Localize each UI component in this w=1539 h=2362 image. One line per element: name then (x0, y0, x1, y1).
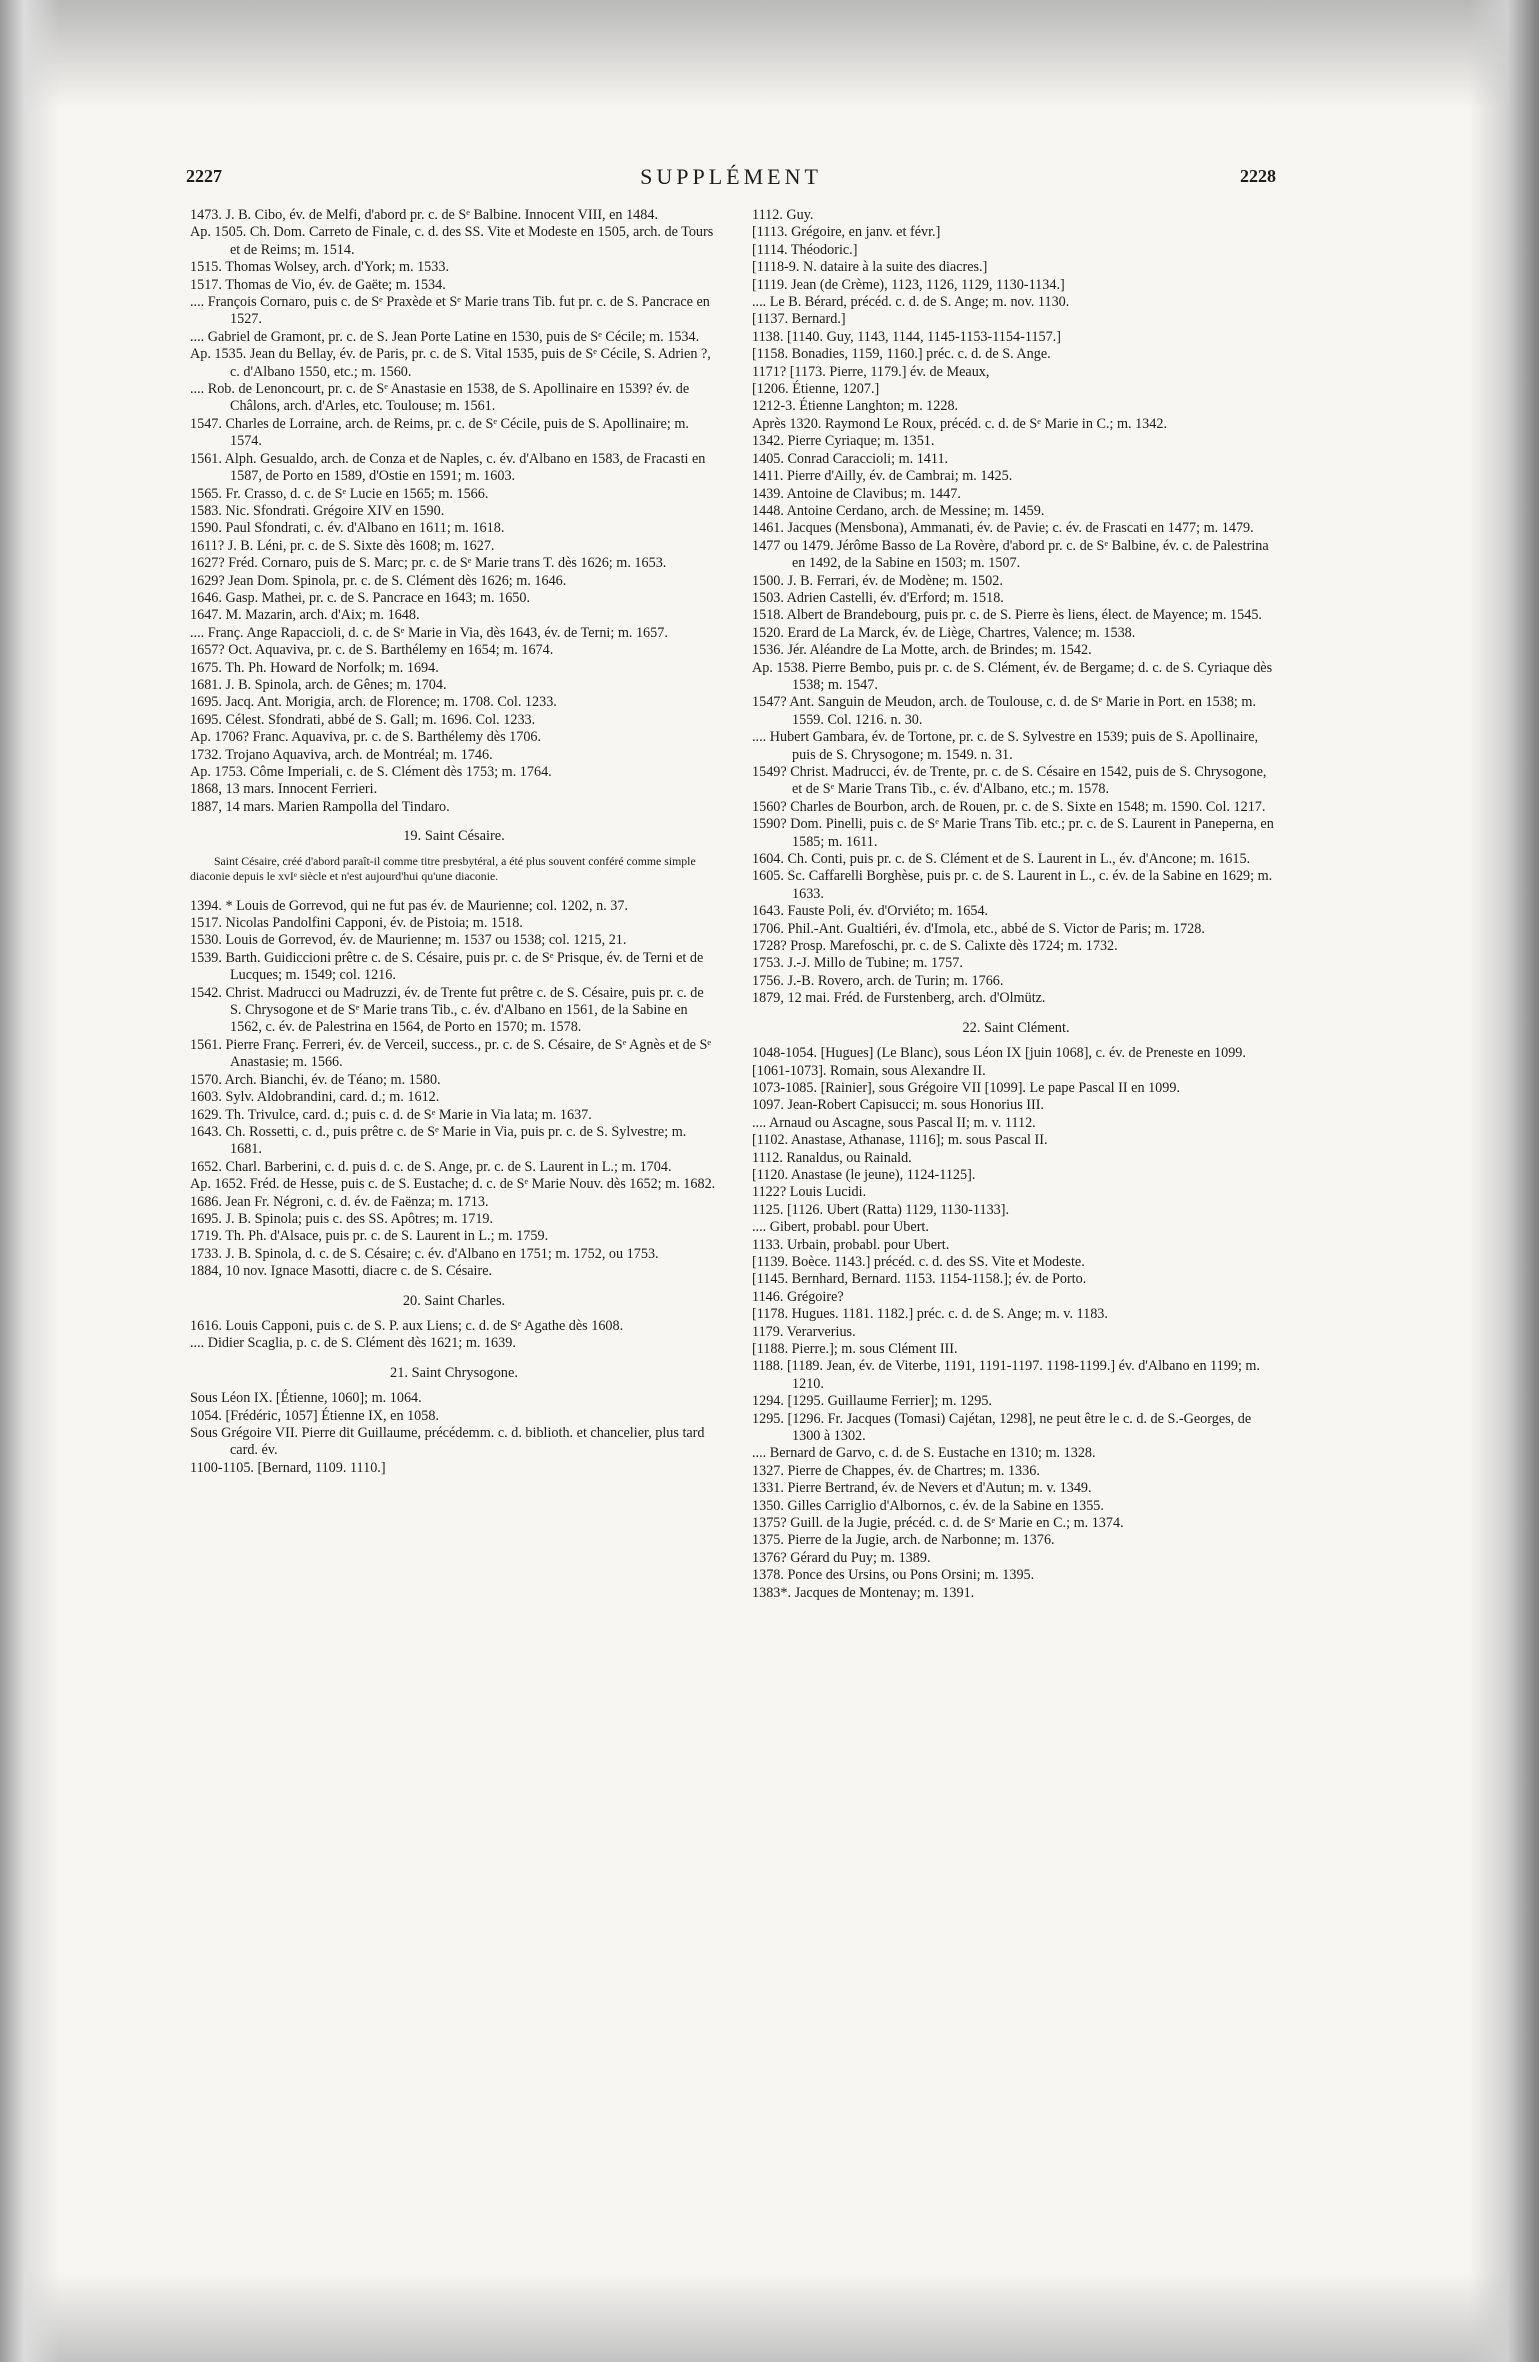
list-entry: 1681. J. B. Spinola, arch. de Gênes; m. 1704. (190, 676, 447, 693)
list-entry: [1113. Grégoire, en janv. et févr.] (752, 224, 941, 241)
list-entry: .... Hubert Gambara, év. de Tortone, pr. c. de S. Sylvestre en 1539; puis de S. Apollinaire, puis de S. Chrysogone; m. 1549. n. 31. (752, 729, 1259, 763)
list-entry: 1695. Célest. Sfondrati, abbé de S. Gall; m. 1696. Col. 1233. (190, 711, 536, 728)
list-entry: 1500. J. B. Ferrari, év. de Modène; m. 1502. (752, 572, 1003, 589)
list-entry: 1188. [1189. Jean, év. de Viterbe, 1191, 1191-1197. 1198-1199.] év. d'Albano en 1199; m. 1210. (752, 1358, 1261, 1392)
list-entry: 1590? Dom. Pinelli, puis c. de Sᵉ Marie Trans Tib. etc.; pr. c. de S. Laurent in Paneperna, en 1585; m. 1611. (752, 816, 1274, 850)
list-entry: 1603. Sylv. Aldobrandini, card. d.; m. 1612. (190, 1089, 440, 1106)
list-entry: Sous Léon IX. [Étienne, 1060]; m. 1064. (190, 1390, 422, 1407)
list-entry: 1695. J. B. Spinola; puis c. des SS. Apôtres; m. 1719. (190, 1210, 494, 1227)
list-entry: 1627? Fréd. Cornaro, puis de S. Marc; pr. c. de Sᵉ Marie trans T. dès 1626; m. 1653. (190, 555, 667, 572)
list-entry: [1118-9. N. dataire à la suite des diacres.] (752, 259, 988, 276)
list-entry: 1733. J. B. Spinola, d. c. de S. Césaire; c. év. d'Albano en 1751; m. 1752, ou 1753. (190, 1245, 659, 1262)
list-entry: 1756. J.-B. Rovero, arch. de Turin; m. 1766. (752, 972, 1004, 989)
list-entry: .... François Cornaro, puis c. de Sᵉ Praxède et Sᵉ Marie trans Tib. fut pr. c. de S. Pancrace en 1527. (190, 294, 710, 328)
scan-edge-bottom (0, 2272, 1539, 2362)
list-entry: 1515. Thomas Wolsey, arch. d'York; m. 1533. (190, 259, 450, 276)
list-entry: 1536. Jér. Aléandre de La Motte, arch. de Brindes; m. 1542. (752, 642, 1092, 659)
scan-edge-left (0, 0, 60, 2362)
list-entry: 1138. [1140. Guy, 1143, 1144, 1145-1153-1154-1157.] (752, 328, 1061, 345)
list-entry: 1686. Jean Fr. Négroni, c. d. év. de Faënza; m. 1713. (190, 1193, 489, 1210)
list-entry: 1657? Oct. Aquaviva, pr. c. de S. Barthélemy en 1654; m. 1674. (190, 642, 554, 659)
list-entry: .... Didier Scaglia, p. c. de S. Clément dès 1621; m. 1639. (190, 1335, 516, 1352)
list-entry: 1652. Charl. Barberini, c. d. puis d. c. de S. Ange, pr. c. de S. Laurent in L.; m. 1704. (190, 1158, 672, 1175)
list-entry: 1643. Fauste Poli, év. d'Orviéto; m. 1654. (752, 903, 989, 920)
list-entry: 1539. Barth. Guidiccioni prêtre c. de S. Césaire, puis pr. c. de Sᵉ Prisque, év. de Terni et de Lucques; m. 1549; col. 1216. (190, 949, 704, 984)
list-entry: 1629. Th. Trivulce, card. d.; puis c. d. de Sᵉ Marie in Via lata; m. 1637. (190, 1106, 592, 1123)
list-entry: 1518. Albert de Brandebourg, puis pr. c. de S. Pierre ès liens, élect. de Mayence; m. 1545. (752, 607, 1262, 624)
list-entry: .... Franç. Ange Rapaccioli, d. c. de Sᵉ Marie in Via, dès 1643, év. de Terni; m. 1657. (190, 624, 668, 641)
left-column (190, 207, 718, 1477)
list-entry: Ap. 1706? Franc. Aquaviva, pr. c. de S. Barthélemy dès 1706. (190, 729, 542, 746)
list-entry: 1517. Thomas de Vio, év. de Gaëte; m. 1534. (190, 276, 446, 293)
list-entry: 1350. Gilles Carriglio d'Albornos, c. év. de la Sabine en 1355. (752, 1497, 1104, 1514)
list-entry: 1616. Louis Capponi, puis c. de S. P. aux Liens; c. d. de Sᵉ Agathe dès 1608. (190, 1317, 624, 1334)
list-entry: 1179. Verarverius. (752, 1323, 856, 1340)
scan-edge-right (1469, 0, 1539, 2362)
list-entry: 1887, 14 mars. Marien Rampolla del Tindaro. (190, 798, 450, 815)
list-entry: 1646. Gasp. Mathei, pr. c. de S. Pancrace en 1643; m. 1650. (190, 589, 531, 606)
list-entry: 1122? Louis Lucidi. (752, 1184, 867, 1201)
list-entry: 1560? Charles de Bourbon, arch. de Rouen, pr. c. de S. Sixte en 1548; m. 1590. Col. 1217. (752, 798, 1266, 815)
list-entry: 1376? Gérard du Puy; m. 1389. (752, 1549, 931, 1566)
list-entry: .... Bernard de Garvo, c. d. de S. Eustache en 1310; m. 1328. (752, 1445, 1096, 1462)
list-entry: 1530. Louis de Gorrevod, év. de Maurienne; m. 1537 ou 1538; col. 1215, 21. (190, 932, 627, 949)
list-entry: .... Gibert, probabl. pour Ubert. (752, 1219, 929, 1236)
list-entry: 1520. Erard de La Marck, év. de Liège, Chartres, Valence; m. 1538. (752, 624, 1136, 641)
scan-edge-top (0, 0, 1539, 110)
list-entry: 1461. Jacques (Mensbona), Ammanati, év. de Pavie; c. év. de Frascati en 1477; m. 1479. (752, 520, 1254, 537)
section-heading: 21. Saint Chrysogone. (390, 1364, 518, 1381)
list-entry: 1503. Adrien Castelli, év. d'Erford; m. 1518. (752, 589, 1004, 606)
list-entry: 1879, 12 mai. Fréd. de Furstenberg, arch. d'Olmütz. (752, 990, 1046, 1007)
list-entry: 1294. [1295. Guillaume Ferrier]; m. 1295. (752, 1393, 992, 1410)
list-entry: [1145. Bernhard, Bernard. 1153. 1154-1158.]; év. de Porto. (752, 1271, 1087, 1288)
list-entry: 1405. Conrad Caraccioli; m. 1411. (752, 450, 949, 467)
list-entry: 1643. Ch. Rossetti, c. d., puis prêtre c. de Sᵉ Marie in Via, puis pr. c. de S. Sylvestre; m. 1681. (190, 1123, 687, 1158)
list-entry: Après 1320. Raymond Le Roux, précéd. c. d. de Sᵉ Marie in C.; m. 1342. (752, 415, 1168, 432)
list-entry: 1561. Pierre Franç. Ferreri, év. de Verceil, success., pr. c. de S. Césaire, de Sᵉ Agnès et de Sᵉ Anastasie; m. 1566. (190, 1036, 712, 1071)
list-entry: 1048-1054. [Hugues] (Le Blanc), sous Léon IX [juin 1068], c. év. de Preneste en 1099. (752, 1045, 1246, 1062)
list-entry: 1719. Th. Ph. d'Alsace, puis pr. c. de S. Laurent in L.; m. 1759. (190, 1228, 549, 1245)
list-entry: 1295. [1296. Fr. Jacques (Tomasi) Cajétan, 1298], ne peut être le c. d. de S.-Georges, de 1300 à 1302. (752, 1410, 1252, 1445)
list-entry: 1473. J. B. Cibo, év. de Melfi, d'abord pr. c. de Sᵉ Balbine. Innocent VIII, en 1484. (190, 207, 658, 223)
list-entry: 1604. Ch. Conti, puis pr. c. de S. Clément et de S. Laurent in L., év. d'Ancone; m. 1615. (752, 851, 1251, 868)
list-entry: [1139. Boèce. 1143.] précéd. c. d. des SS. Vite et Modeste. (752, 1253, 1085, 1270)
list-entry: [1102. Anastase, Athanase, 1116]; m. sous Pascal II. (752, 1132, 1048, 1149)
list-entry: [1188. Pierre.]; m. sous Clément III. (752, 1341, 958, 1357)
list-entry: 1547? Ant. Sanguin de Meudon, arch. de Toulouse, c. d. de Sᵉ Marie in Port. en 1538; m. 1559. Col. 1216. n. 30. (752, 694, 1256, 728)
list-entry: 1611? J. B. Léni, pr. c. de S. Sixte dès 1608; m. 1627. (190, 537, 495, 554)
right-column (752, 207, 1280, 1602)
list-entry: 1375. Pierre de la Jugie, arch. de Narbonne; m. 1376. (752, 1532, 1055, 1549)
list-entry: 1171? [1173. Pierre, 1179.] év. de Meaux, (752, 363, 990, 380)
list-entry: 1439. Antoine de Clavibus; m. 1447. (752, 485, 961, 502)
list-entry: 1605. Sc. Caffarelli Borghèse, puis pr. c. de S. Laurent in L., c. év. de la Sabine en 1629; m. 1633. (752, 868, 1273, 902)
list-entry: .... Le B. Bérard, précéd. c. d. de S. Ange; m. nov. 1130. (752, 294, 1070, 311)
list-entry: [1119. Jean (de Crème), 1123, 1126, 1129, 1130-1134.] (752, 276, 1065, 293)
list-entry: Ap. 1535. Jean du Bellay, év. de Paris, pr. c. de S. Vital 1535, puis de Sᵉ Cécile, S. Adrien ?, c. d'Albano 1550, etc.; m. 1560. (190, 346, 711, 380)
section-heading: 20. Saint Charles. (402, 1292, 506, 1309)
list-entry: 1590. Paul Sfondrati, c. év. d'Albano en 1611; m. 1618. (190, 520, 505, 537)
list-entry: 1732. Trojano Aquaviva, arch. de Montréal; m. 1746. (190, 746, 493, 763)
list-entry: Sous Grégoire VII. Pierre dit Guillaume, précédemm. c. d. biblioth. et chancelier, plus tard card. év. (190, 1425, 705, 1459)
list-entry: .... Arnaud ou Ascagne, sous Pascal II; m. v. 1112. (752, 1114, 1036, 1131)
page-number-right: 2228 (1240, 166, 1276, 186)
list-entry: Ap. 1505. Ch. Dom. Carreto de Finale, c. d. des SS. Vite et Modeste en 1505, arch. de Tours et de Reims; m. 1514. (190, 224, 714, 258)
list-entry: .... Rob. de Lenoncourt, pr. c. de Sᵉ Anastasie en 1538, de S. Apollinaire en 1539? év. de Châlons, arch. d'Arles, etc. Toulouse; m. 1561. (190, 381, 690, 415)
list-entry: 1212-3. Étienne Langhton; m. 1228. (752, 398, 959, 415)
list-entry: 1342. Pierre Cyriaque; m. 1351. (752, 433, 935, 450)
page-header (186, 164, 1276, 194)
list-entry: 1100-1105. [Bernard, 1109. 1110.] (190, 1459, 386, 1476)
list-entry: .... Gabriel de Gramont, pr. c. de S. Jean Porte Latine en 1530, puis de Sᵉ Cécile; m. 1534. (190, 328, 700, 345)
list-entry: 1112. Ranaldus, ou Rainald. (752, 1149, 912, 1166)
list-entry: 1327. Pierre de Chappes, év. de Chartres; m. 1336. (752, 1462, 1040, 1479)
list-entry: 1477 ou 1479. Jérôme Basso de La Rovère, d'abord pr. c. de Sᵉ Balbine, év. c. de Palestrina en 1492, de la Sabine en 1503; m. 1507. (752, 537, 1269, 572)
list-entry: 1146. Grégoire? (752, 1288, 844, 1305)
list-entry: 1547. Charles de Lorraine, arch. de Reims, pr. c. de Sᵉ Cécile, puis de S. Apollinaire; m. 1574. (190, 415, 689, 450)
list-entry: [1120. Anastase (le jeune), 1124-1125]. (752, 1166, 976, 1183)
list-entry: 1549? Christ. Madrucci, év. de Trente, pr. c. de S. Césaire en 1542, puis de S. Chrysogone, et de Sᵉ Marie Trans Tib., c. év. d'Albano, etc.; m. 1578. (752, 764, 1267, 798)
section-note: Saint Césaire, créé d'abord paraît-il comme titre presbytéral, a été plus souvent conféré comme simple diaconie depuis le xvIᵉ siècle et n'est aujourd'hui qu'une diaconie. (190, 853, 696, 883)
list-entry: Ap. 1652. Fréd. de Hesse, puis c. de S. Eustache; d. c. de Sᵉ Marie Nouv. dès 1652; m. 1682. (190, 1176, 716, 1193)
list-entry: 1570. Arch. Bianchi, év. de Téano; m. 1580. (190, 1071, 441, 1088)
section-heading: 19. Saint Césaire. (403, 828, 505, 845)
list-entry: 1054. [Frédéric, 1057] Étienne IX, en 1058. (190, 1407, 440, 1424)
list-entry: 1378. Ponce des Ursins, ou Pons Orsini; m. 1395. (752, 1567, 1035, 1584)
list-entry: 1125. [1126. Ubert (Ratta) 1129, 1130-1133]. (752, 1201, 1010, 1218)
list-entry: 1706. Phil.-Ant. Gualtiéri, év. d'Imola, etc., abbé de S. Victor de Paris; m. 1728. (752, 920, 1205, 937)
list-entry: [1137. Bernard.] (752, 311, 846, 328)
list-entry: [1206. Étienne, 1207.] (752, 381, 880, 398)
list-entry: 1695. Jacq. Ant. Morigia, arch. de Florence; m. 1708. Col. 1233. (190, 694, 557, 711)
list-entry: 1112. Guy. (752, 207, 814, 223)
list-entry: 1133. Urbain, probabl. pour Ubert. (752, 1236, 950, 1253)
list-entry: 1394. * Louis de Gorrevod, qui ne fut pas év. de Maurienne; col. 1202, n. 37. (190, 897, 629, 914)
list-entry: 1375? Guill. de la Jugie, précéd. c. d. de Sᵉ Marie en C.; m. 1374. (752, 1515, 1124, 1532)
list-entry: Ap. 1753. Côme Imperiali, c. de S. Clément dès 1753; m. 1764. (190, 764, 552, 780)
page-number-left: 2227 (186, 166, 222, 186)
page-title: SUPPLÉMENT (640, 164, 822, 189)
list-entry: 1675. Th. Ph. Howard de Norfolk; m. 1694. (190, 659, 439, 676)
list-entry: 1331. Pierre Bertrand, év. de Nevers et d'Autun; m. v. 1349. (752, 1480, 1092, 1497)
list-entry: 1728? Prosp. Marefoschi, pr. c. de S. Calixte dès 1724; m. 1732. (752, 938, 1118, 955)
list-entry: 1542. Christ. Madrucci ou Madruzzi, év. de Trente fut prêtre c. de S. Césaire, puis pr. c. de S. Chrysogone et de Sᵉ Marie trans Tib., c. év. d'Albano en 1561, de la Sabine en 1562, c. év. de Palestrina en 1564, de Porto en 1570; m. 1578. (190, 984, 704, 1036)
list-entry: 1629? Jean Dom. Spinola, pr. c. de S. Clément dès 1626; m. 1646. (190, 572, 567, 589)
list-entry: 1647. M. Mazarin, arch. d'Aix; m. 1648. (190, 607, 420, 624)
list-entry: [1114. Théodoric.] (752, 241, 858, 258)
section-heading: 22. Saint Clément. (962, 1019, 1070, 1036)
list-entry: 1565. Fr. Crasso, d. c. de Sᵉ Lucie en 1565; m. 1566. (190, 485, 489, 502)
list-entry: 1517. Nicolas Pandolfini Capponi, év. de Pistoia; m. 1518. (190, 915, 523, 932)
list-entry: 1383*. Jacques de Montenay; m. 1391. (752, 1584, 975, 1601)
list-entry: 1073-1085. [Rainier], sous Grégoire VII [1099]. Le pape Pascal II en 1099. (752, 1079, 1181, 1096)
list-entry: 1561. Alph. Gesualdo, arch. de Conza et de Naples, c. év. d'Albano en 1583, de Fracasti en 1587, de Porto en 1589, d'Ostie en 1591; m. 1603. (190, 450, 706, 485)
list-entry: 1411. Pierre d'Ailly, év. de Cambrai; m. 1425. (752, 468, 1013, 485)
list-entry: [1178. Hugues. 1181. 1182.] préc. c. d. de S. Ange; m. v. 1183. (752, 1306, 1108, 1323)
list-entry: 1884, 10 nov. Ignace Masotti, diacre c. de S. Césaire. (190, 1263, 493, 1280)
list-entry: [1061-1073]. Romain, sous Alexandre II. (752, 1062, 986, 1079)
list-entry: 1868, 13 mars. Innocent Ferrieri. (190, 781, 378, 798)
list-entry: Ap. 1538. Pierre Bembo, puis pr. c. de S. Clément, év. de Bergame; d. c. de S. Cyriaque dès 1538; m. 1547. (752, 659, 1273, 693)
list-entry: 1753. J.-J. Millo de Tubine; m. 1757. (752, 955, 963, 972)
list-entry: 1448. Antoine Cerdano, arch. de Messine; m. 1459. (752, 502, 1045, 519)
list-entry: 1097. Jean-Robert Capisucci; m. sous Honorius III. (752, 1097, 1044, 1114)
list-entry: 1583. Nic. Sfondrati. Grégoire XIV en 1590. (190, 502, 445, 519)
list-entry: [1158. Bonadies, 1159, 1160.] préc. c. d. de S. Ange. (752, 346, 1051, 363)
